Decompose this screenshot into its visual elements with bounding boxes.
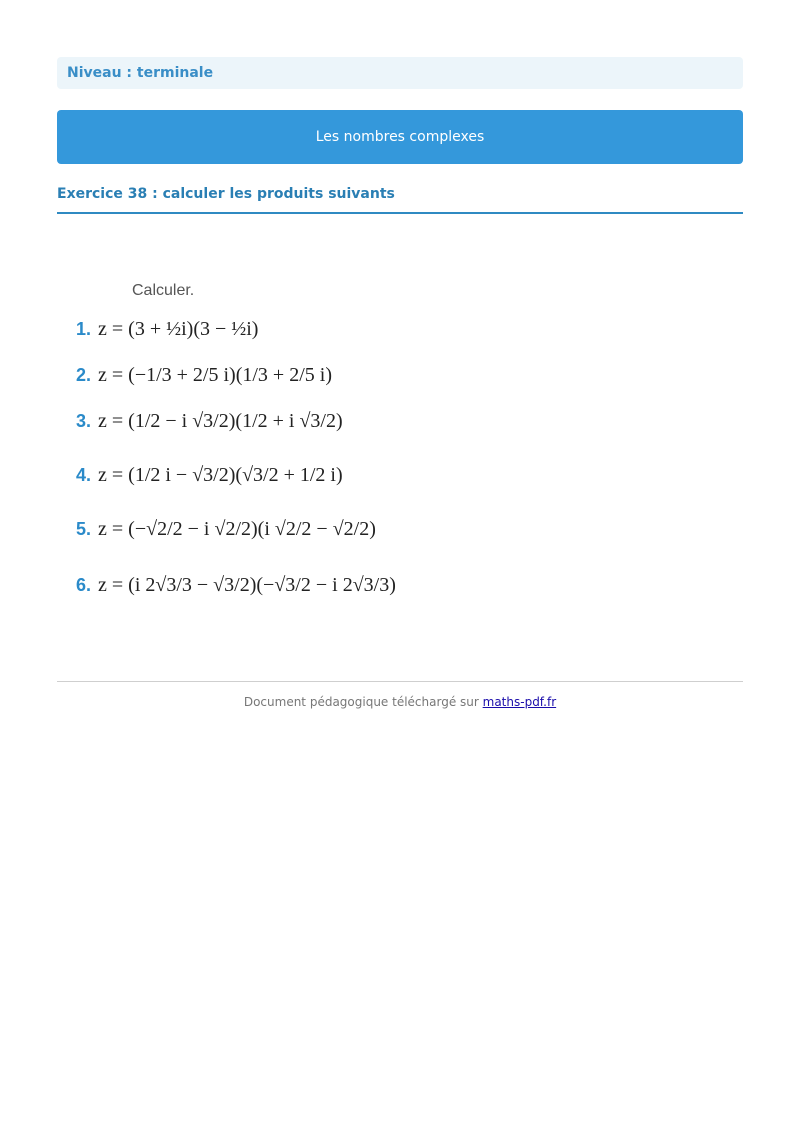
item-expression: z = (1/2 i − √3/2)(√3/2 + 1/2 i) — [98, 463, 343, 486]
item-number: 6. — [76, 574, 92, 595]
item-number: 1. — [76, 318, 92, 339]
exercise-item — [76, 304, 258, 354]
footer-divider — [57, 681, 743, 682]
footer-text: Document pédagogique téléchargé sur — [243, 695, 483, 709]
footer — [57, 695, 743, 709]
exercise-title: Exercice 38 : calculer les produits suivants — [57, 186, 743, 214]
item-expression: z = (i 2√3/3 − √3/2)(−√3/2 − i 2√3/3) — [98, 573, 396, 596]
item-number: 3. — [76, 410, 92, 431]
exercise-item — [76, 450, 343, 500]
exercise-item — [76, 350, 332, 400]
instruction-text: Calculer. — [132, 282, 195, 299]
item-expression: z = (3 + ½i)(3 − ½i) — [98, 317, 259, 340]
chapter-title: Les nombres complexes — [315, 129, 485, 145]
exercise-item — [76, 504, 376, 554]
level-badge: Niveau : terminale — [57, 57, 743, 89]
exercise-item — [76, 396, 343, 446]
item-expression: z = (1/2 − i √3/2)(1/2 + i √3/2) — [98, 409, 343, 432]
item-number: 2. — [76, 364, 92, 385]
item-number: 5. — [76, 518, 92, 539]
footer-link[interactable]: maths-pdf.fr — [482, 695, 557, 709]
chapter-banner — [57, 110, 743, 164]
item-expression: z = (−1/3 + 2/5 i)(1/3 + 2/5 i) — [98, 363, 332, 386]
exercise-image — [76, 282, 536, 612]
exercise-item — [76, 560, 396, 610]
item-expression: z = (−√2/2 − i √2/2)(i √2/2 − √2/2) — [98, 517, 376, 540]
item-number: 4. — [76, 464, 92, 485]
